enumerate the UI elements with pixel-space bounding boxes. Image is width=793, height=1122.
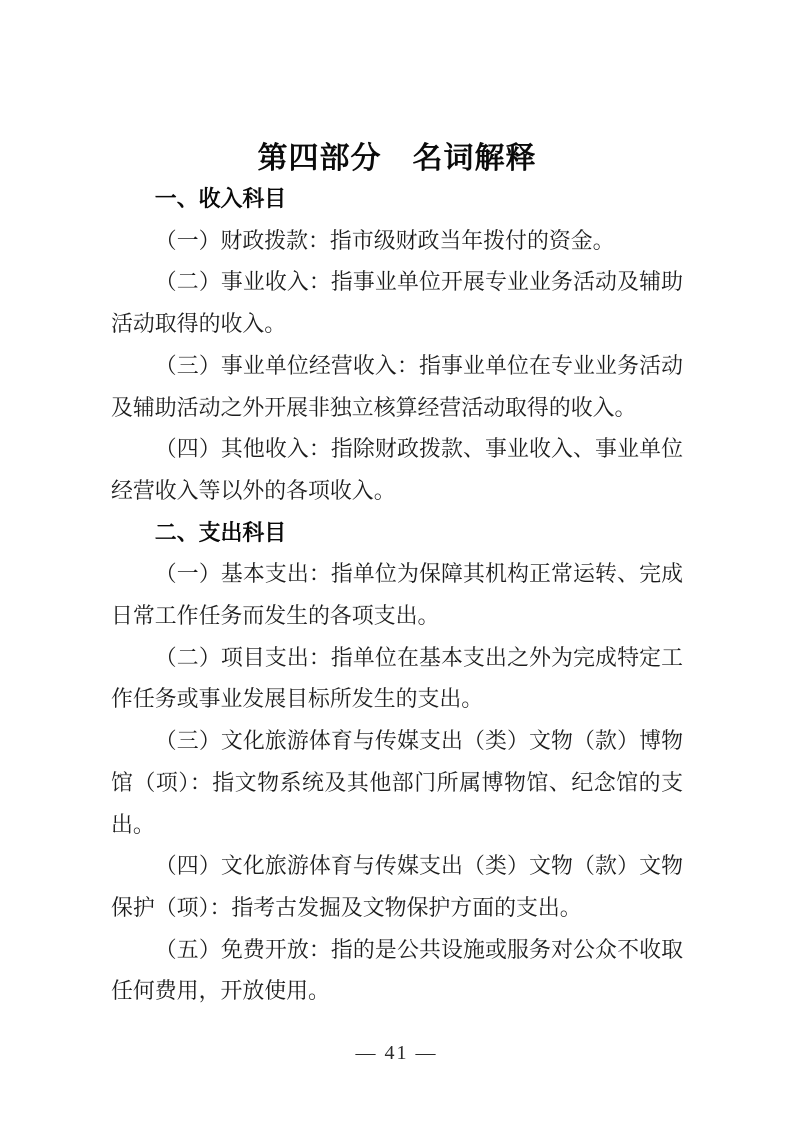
paragraph-expenditure-4: （四）文化旅游体育与传媒支出（类）文物（款）文物保护（项）：指考古发掘及文物保护方面的支出。 (111, 853, 683, 920)
paragraph-income-1: （一）财政拨款：指市级财政当年拨付的资金。 (154, 227, 615, 253)
paragraph-income-4: （四）其他收入：指除财政拨款、事业收入、事业单位经营收入等以外的各项收入。 (111, 436, 683, 503)
paragraph-expenditure-1: （一）基本支出：指单位为保障其机构正常运转、完成日常工作任务而发生的各项支出。 (111, 561, 683, 629)
page-number: — 41 — (355, 1042, 438, 1064)
paragraph-income-3: （三）事业单位经营收入：指事业单位在专业业务活动及辅助活动之外开展非独立核算经营活动取得的收入。 (111, 352, 683, 420)
paragraph-expenditure-3: （三）文化旅游体育与传媒支出（类）文物（款）博物馆（项）：指文物系统及其他部门所属博物馆、纪念馆的支出。 (111, 728, 683, 837)
section-heading-income: 一、收入科目 (154, 186, 287, 211)
paragraph-expenditure-2: （二）项目支出：指单位在基本支出之外为完成特定工作任务或事业发展目标所发生的支出。 (111, 644, 683, 712)
page-title: 第四部分 名词解释 (257, 142, 537, 175)
paragraph-expenditure-5: （五）免费开放：指的是公共设施或服务对公众不收取任何费用，开放使用。 (111, 936, 683, 1004)
paragraph-income-2: （二）事业收入：指事业单位开展专业业务活动及辅助活动取得的收入。 (111, 269, 683, 337)
section-heading-expenditure: 二、支出科目 (154, 519, 287, 545)
document-body (111, 178, 683, 1012)
